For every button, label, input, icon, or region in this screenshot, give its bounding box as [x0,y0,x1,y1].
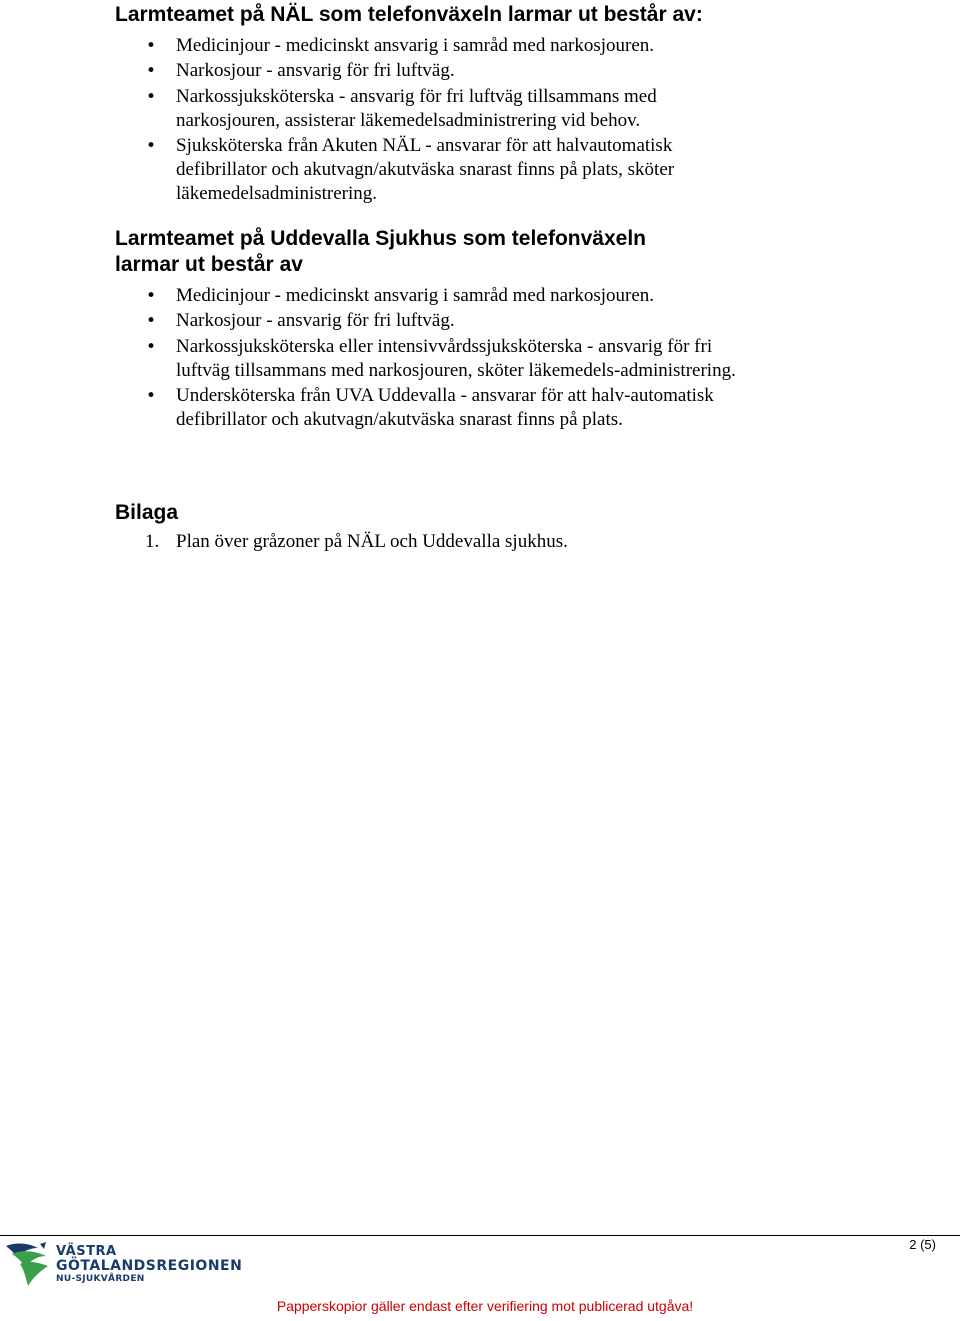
section-heading-bilaga: Bilaga [115,501,179,524]
page-number: 2 (5) [909,1237,936,1252]
list-item-text: Sjuksköterska från Akuten NÄL - ansvarar för att halvautomatisk defibrillator och akutvagn/akutväska snarast finns på plats, sköter läkemedelsadministrering. [176,135,675,205]
logo-text-line: VÄSTRA [56,1244,117,1259]
list-item: • Narkosjour - ansvarig för fri luftväg. [176,309,776,333]
attachment-list [145,530,776,555]
heading-line: larmar ut består av [115,253,303,276]
logo-text-line: NU-SJUKVÅRDEN [56,1274,145,1284]
list-item-text: Plan över gråzoner på NÄL och Uddevalla sjukhus. [176,531,568,552]
list-item-text: Undersköterska från UVA Uddevalla - ansvarar för att halv-automatisk defibrillator och akutvagn/akutväska snarast finns på plats. [176,385,714,431]
list-item [145,530,776,554]
uddevalla-team-list [176,284,776,434]
section-heading-nal: Larmteamet på NÄL som telefonväxeln larmar ut består av: [115,3,703,26]
logo-text-line: GÖTALANDSREGIONEN [56,1258,243,1274]
list-item: • Medicinjour - medicinskt ansvarig i samråd med narkosjouren. [176,284,776,308]
nal-team-list [176,34,776,208]
list-item: • Medicinjour - medicinskt ansvarig i samråd med narkosjouren. [176,34,776,58]
list-item [176,335,741,383]
list-item [176,85,716,133]
list-item [176,134,736,206]
list-item: • Narkosjour - ansvarig för fri luftväg. [176,59,776,83]
vgr-logo [4,1240,243,1288]
list-item-text: Narkossjuksköterska - ansvarig för fri luftväg tillsammans med narkosjouren, assisterar läkemedelsadministrering vid behov. [176,85,657,131]
list-number: 1. [145,531,160,552]
list-item-text: Narkossjuksköterska eller intensivvårdssjuksköterska - ansvarig för fri luftväg tillsammans med narkosjouren, sköter läkemedels-administrering. [176,335,736,381]
footer-disclaimer: Papperskopior gäller endast efter verifiering mot publicerad utgåva! [276,1298,694,1314]
footer-divider [0,1235,960,1236]
section-heading-uddevalla [115,226,815,278]
list-item [176,384,716,432]
vgr-logo-mark-icon [4,1240,54,1288]
heading-line: Larmteamet på Uddevalla Sjukhus som telefonväxeln [115,227,647,250]
